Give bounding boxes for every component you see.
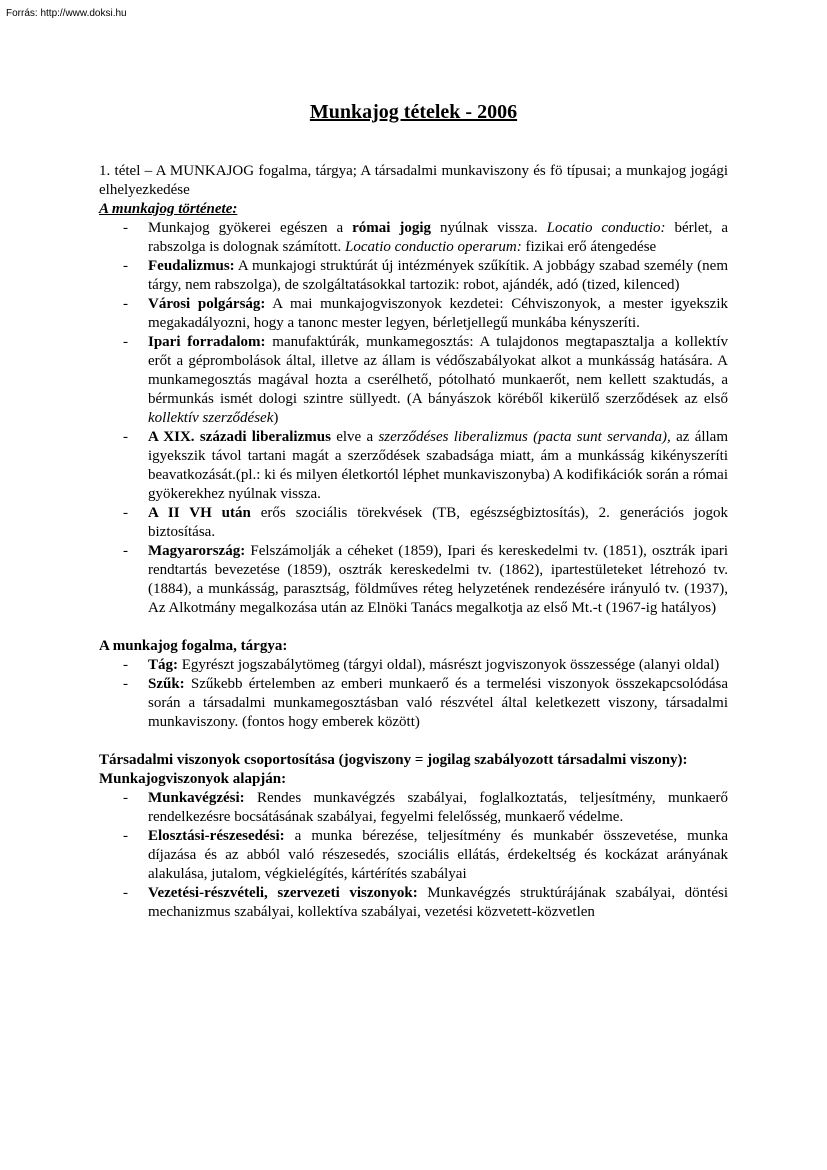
source-note: Forrás: http://www.doksi.hu [6, 8, 127, 19]
text-run: Rendes munkavégzés szabályai, foglalkoztatás, teljesítmény, munkaerő rendelkezésre bocsátásának szabályai, fegyelmi felelősség, munkaerő védelme. [148, 790, 728, 825]
list-item [99, 827, 728, 884]
section-history [99, 200, 728, 618]
text-run: nyúlnak vissza. [431, 220, 547, 236]
text-run: az állam igyekszik távol tartani magát a szerződések szabadsága miatt, ám a munkásság kikényszeríti beavatkozását.(pl.: ki és milyen életkortól léphet munkaviszonyba) A kodifikációk során a római gyökerekhez nyúlnak vissza. [148, 429, 729, 502]
section-concept [99, 637, 728, 732]
bullet-list [99, 789, 728, 922]
text-run: erős szociális törekvések (TB, egészségbiztosítás), 2. generációs jogok biztosítása. [148, 505, 728, 540]
dash-bullet: - [123, 676, 128, 692]
italic-term: kollektív szerződések [148, 410, 274, 426]
bold-term: Tág: [148, 657, 178, 673]
dash-bullet: - [123, 543, 128, 559]
document-body [99, 162, 728, 922]
dash-bullet: - [123, 885, 128, 901]
spacer [99, 732, 728, 751]
section-heading: A munkajog története: [99, 201, 238, 217]
dash-bullet: - [123, 828, 128, 844]
bold-term: Vezetési-részvételi, szervezeti viszonyok: [148, 885, 418, 901]
bold-term: Munkavégzési: [148, 790, 245, 806]
bold-term: A XIX. századi liberalizmus [148, 429, 331, 445]
text-run: Felszámolják a céheket (1859), Ipari és kereskedelmi tv. (1851), osztrák ipari rendtartás bevezetése (1859), osztrák kereskedelmi tv. (1862), ipartestületeket létrehozó tv. (1884), a munkásság, parasztság, földműves réteg helyzetének rendezésére irányuló tv. (1937), Az Alkotmány megalkozása után az Elnöki Tanács megalkotja az első Mt.-t (1967-ig hatályos) [148, 543, 728, 616]
text-run: Munkavégzés struktúrájának szabályai, döntési mechanizmus szabályai, kollektíva szabályai, vezetési közvetett-közvetlen [148, 885, 728, 920]
text-run: manufaktúrák, munkamegosztás: A tulajdonos megtapasztalja a kollektív erőt a géprombolások által, illetve az állam is védőszabályokat alkot a munkásság hatására. A munkamegosztás magával hozta a cserélhető, pótolható munkaerőt, nem kellett szaktudás, a bérmunkás ismét dologi szintre süllyedt. (A bányászok köréből kikerülő szerződések az első [148, 334, 728, 407]
text-run: Munkajog gyökerei egészen a [148, 220, 353, 236]
dash-bullet: - [123, 334, 128, 350]
dash-bullet: - [123, 258, 128, 274]
section-heading: Társadalmi viszonyok csoportosítása (jogviszony = jogilag szabályozott társadalmi viszony): [99, 752, 688, 768]
bold-term: A II VH után [148, 505, 251, 521]
list-item [99, 257, 728, 295]
bullet-list [99, 656, 728, 732]
list-item [99, 789, 728, 827]
text-run: a munka bérezése, teljesítmény és munkabér összevetése, munka díjazása és az abból való részesedés, szociális ellátás, érdekeltség és kockázat arányának alakulása, jutalom, végkielégítés, kártérítés szabályai [148, 828, 728, 882]
section-subheading: Munkajogviszonyok alapján: [99, 771, 287, 787]
text-run: bérlet, a rabszolga is dolognak számított. [148, 220, 729, 255]
bold-term: Feudalizmus: [148, 258, 235, 274]
bold-term: római jogig [352, 220, 432, 236]
list-item [99, 295, 728, 333]
text-run: Egyrészt jogszabálytömeg (tárgyi oldal), másrészt jogviszonyok összessége (alanyi oldal) [178, 657, 720, 673]
dash-bullet: - [123, 790, 128, 806]
list-item [99, 333, 728, 428]
dash-bullet: - [123, 657, 128, 673]
intro-paragraph: 1. tétel – A MUNKAJOG fogalma, tárgya; A társadalmi munkaviszony és fö típusai; a munkajog jogági elhelyezkedése [99, 163, 728, 198]
dash-bullet: - [123, 505, 128, 521]
dash-bullet: - [123, 220, 128, 236]
page-title: Munkajog tételek - 2006 [309, 101, 518, 123]
list-item [99, 884, 728, 922]
bold-term: Magyarország: [148, 543, 246, 559]
list-item [99, 542, 728, 618]
bullet-list [99, 219, 728, 618]
dash-bullet: - [123, 429, 128, 445]
list-item [99, 656, 728, 675]
italic-term: szerződéses liberalizmus (pacta sunt servanda), [378, 429, 671, 445]
bold-term: Városi polgárság: [148, 296, 266, 312]
bold-term: Szűk: [148, 676, 185, 692]
text-run: fizikai erő átengedése [521, 239, 657, 255]
text-run: A mai munkajogviszonyok kezdetei: Céhviszonyok, a mester igyekszik megakadályozni, hogy a tanonc mester legyen, bérletjellegű munkába kényszeríti. [148, 296, 728, 331]
italic-term: Locatio conductio operarum: [345, 239, 522, 255]
text-run: elve a [330, 429, 379, 445]
text-run: A munkajogi struktúrát új intézmények szűkítik. A jobbágy szabad személy (nem tárgy, nem rabszolga), de szolgáltatásokkal tartozik: robot, ajándék, adó (tized, kilenced) [148, 258, 728, 293]
italic-term: Locatio conductio: [546, 220, 666, 236]
list-item [99, 675, 728, 732]
bold-term: Ipari forradalom: [148, 334, 266, 350]
list-item [99, 504, 728, 542]
spacer [99, 618, 728, 637]
dash-bullet: - [123, 296, 128, 312]
text-run: Szűkebb értelemben az emberi munkaerő és a termelési viszonyok összekapcsolódása során a társadalmi munkamegosztásban való részvétel által keletkezett viszony, társadalmi munkaviszony. (fontos hogy emberek között) [148, 676, 728, 730]
list-item [99, 428, 728, 504]
text-run: ) [273, 410, 279, 426]
bold-term: Elosztási-részesedési: [148, 828, 285, 844]
section-classification [99, 751, 728, 922]
section-heading: A munkajog fogalma, tárgya: [99, 638, 288, 654]
list-item [99, 219, 728, 257]
